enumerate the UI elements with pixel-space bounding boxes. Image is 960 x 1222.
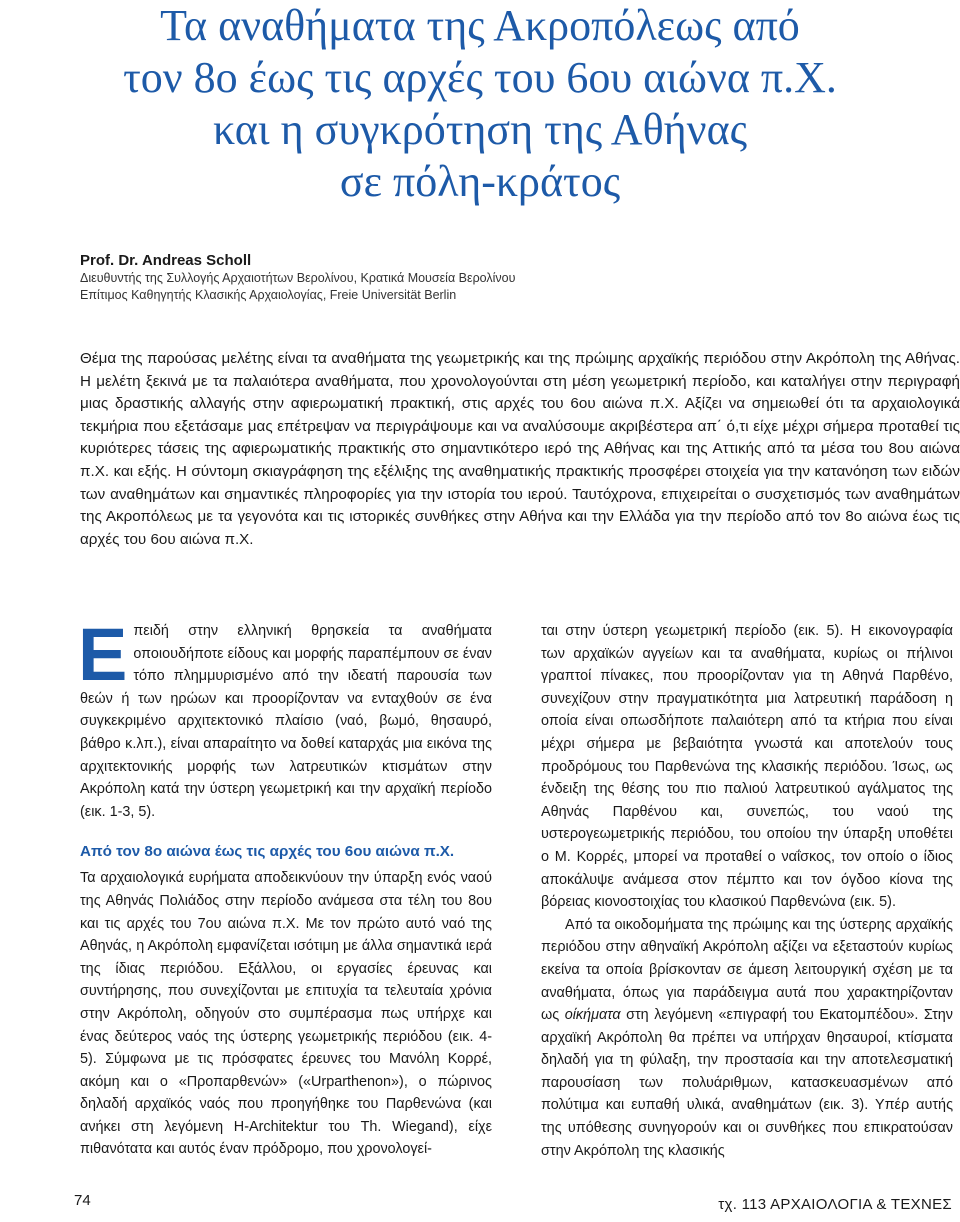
- title-line: και η συγκρότηση της Αθήνας: [212, 105, 748, 154]
- author-affiliation: Επίτιμος Καθηγητής Κλασικής Αρχαιολογίας, Freie Universität Berlin: [80, 288, 457, 302]
- column-left: [78, 613, 492, 1161]
- author-block: [80, 252, 900, 304]
- author-affiliation: Διευθυντής της Συλλογής Αρχαιοτήτων Βερολίνου, Κρατικά Μουσεία Βερολίνου: [80, 271, 516, 285]
- article-title: [60, 0, 900, 208]
- emphasis-text: οίκήματα: [564, 1007, 621, 1024]
- column-right: [541, 620, 953, 1162]
- drop-cap: Ε: [78, 613, 128, 696]
- page-number: 74: [74, 1192, 91, 1209]
- intro-text: πειδή στην ελληνική θρησκεία τα αναθήματα οποιουδήποτε είδους και μορφής παραπέμπουν σε έναν τόπο πλημμυρισμένο από την ιδεατή παρουσία των θεών ή των ηρώων και προορίζονταν να ενταχθούν σε ένα συγκεκριμένο αρχιτεκτονικό πλαίσιο (ναό, βωμό, θησαυρό, βάθρο κ.λπ.), είναι απαραίτητο να δοθεί καταρχάς μια εικόνα της αρχιτεκτονικής μορφής των λατρευτικών κτισμάτων στην Ακρόπολη κατά την ύστερη γεωμετρική και την αρχαϊκή περίοδο (εικ. 1-3, 5).: [80, 623, 492, 820]
- section-heading: Από τον 8ο αιώνα έως τις αρχές του 6ου αιώνα π.Χ.: [80, 843, 455, 861]
- body-paragraph: ται στην ύστερη γεωμετρική περίοδο (εικ. 5). Η εικονογραφία των αρχαϊκών αγγείων και τα αναθήματα, κυρίως οι πήλινοι γραπτοί πίνακες, που προορίζονταν για τη Αθηνά Παρθένο, συνεχίζουν στην πραγματικότητα μια λατρευτική παράδοση η οποία είναι οπωσδήποτε παλαιότερη από τα κτήρια που είναι μέχρι σήμερα με βεβαιότητα γνωστά και αποτελούν τους προδρόμους του Παρθενώνα της κλασικής περιόδου. Ίσως, ως ένδειξη της θέσης του πιο παλιού λατρευτικού αγάλματος της Αθηνάς Παρθένου και, συνεπώς, του ναού της υστερογεωμετρικής περιόδου, του οποίου την ύπαρξη υποθέτει ο Μ. Κορρές, μπορεί να προταθεί ο ναΐσκος, τον οποίο ο ίδιος αποκάλυψε ανάμεσα στον πέμπτο και τον όγδοο κίονα της βόρειας κιονοστοιχίας του κλασικού Παρθενώνα (εικ. 5).: [541, 623, 953, 911]
- title-line: Τα αναθήματα της Ακροπόλεως από: [160, 1, 800, 50]
- title-line: τον 8ο έως τις αρχές του 6ου αιώνα π.Χ.: [123, 53, 837, 102]
- body-text: στη λεγόμενη «επιγραφή του Εκατομπέδου». Στην αρχαϊκή Ακρόπολη θα πρέπει να υπήρχαν θησαυροί, κτίσματα δηλαδή για τη φύλαξη, την προστασία και την αποτελεσματική παρουσίαση των πολυάριθμων, κατασκευασμένων από πολύτιμα και ευπαθή υλικά, αναθημάτων (εικ. 3). Υπέρ αυτής της υπόθεσης συνηγορούν και οι συνθήκες που επικρατούσαν στην Ακρόπολη της κλασικής: [541, 1007, 953, 1159]
- author-name: Prof. Dr. Andreas Scholl: [80, 252, 252, 269]
- title-line: σε πόλη-κράτος: [339, 157, 621, 206]
- abstract: Θέμα της παρούσας μελέτης είναι τα αναθήματα της γεωμετρικής και της πρώιμης αρχαϊκής περιόδου στην Ακρόπολη της Αθήνας. Η μελέτη ξεκινά με τα παλαιότερα αναθήματα, που χρονολογούνται στη μέση γεωμετρική περίοδο, και καταλήγει στην περιγραφή μιας δραστικής αλλαγής στην αφιερωματική πρακτική, στις αρχές του 6ου αιώνα π.Χ. Αξίζει να σημειωθεί ότι τα αρχαιολογικά τεκμήρια που εξετάσαμε μας επέτρεψαν να περιγράψουμε και να αναλύσουμε ακριβέστερα απ΄ ό,τι είχε μέχρι σήμερα προταθεί τις κυριότερες τάσεις της αφιερωματικής πρακτικής στο σημαντικότερο ιερό της Αθήνας και της Αττικής από τα μέσα του 8ου αιώνα π.Χ. και εξής. Η σύντομη σκιαγράφηση της εξέλιξης της αναθηματικής πρακτικής προσφέρει στοιχεία για την κατανόηση των ειδών των αναθημάτων και σημαντικές πληροφορίες για την ιστορία του ιερού. Ταυτόχρονα, επιχειρείται ο συσχετισμός των αναθημάτων της Ακροπόλεως με τα γεγονότα και τις ιστορικές συνθήκες στην Αθήνα και την Ελλάδα για την περίοδο από τον 8ο αιώνα έως τις αρχές του 6ου αιώνα π.Χ.: [80, 350, 960, 548]
- journal-footer: τχ. 113 ΑΡΧΑΙΟΛΟΓΙΑ & ΤΕΧΝΕΣ: [718, 1196, 952, 1213]
- body-paragraph: [541, 914, 953, 1163]
- intro-paragraph: [78, 613, 492, 823]
- body-text: Από τα οικοδομήματα της πρώιμης και της ύστερης αρχαϊκής περιόδου στην αθηναϊκή Ακρόπολη αξίζει να εξεταστούν κυρίως εκείνα τα οποία βρίσκονταν σε άμεση λειτουργική σχέση με τα αναθήματα, όπως για παράδειγμα αυτά που χαρακτηρίζονταν ως: [541, 916, 953, 1024]
- body-paragraph: Τα αρχαιολογικά ευρήματα αποδεικνύουν την ύπαρξη ενός ναού της Αθηνάς Πολιάδος στην περίοδο ανάμεσα στα τέλη του 8ου και τις αρχές του 7ου αιώνα π.Χ. Με τον πρώτο αυτό ναό της Αθηνάς, η Ακρόπολη εμφανίζεται ισότιμη με άλλα σημαντικά ιερά της ίδιας περιόδου. Εξάλλου, οι εργασίες έρευνας και συντήρησης, που συνεχίζονται με επιτυχία τα τελευταία χρόνια στην Ακρόπολη, οδηγούν στο συμπέρασμα πως υπήρχε και ένας δεύτερος ναός της ύστερης γεωμετρικής περιόδου (εικ. 4-5). Σύμφωνα με τις πρόσφατες έρευνες του Μανόλη Κορρέ, ακόμη και ο «Προπαρθενών» («Urparthenon»), ο πώρινος δηλαδή αρχαϊκός ναός που προηγήθηκε του Παρθενώνα (και ανήκει στη λεγόμενη H-Architektur του Th. Wiegand), είχε πιθανότατα και αυτός έναν πρόδρομο, που χρονολογεί-: [80, 870, 492, 1158]
